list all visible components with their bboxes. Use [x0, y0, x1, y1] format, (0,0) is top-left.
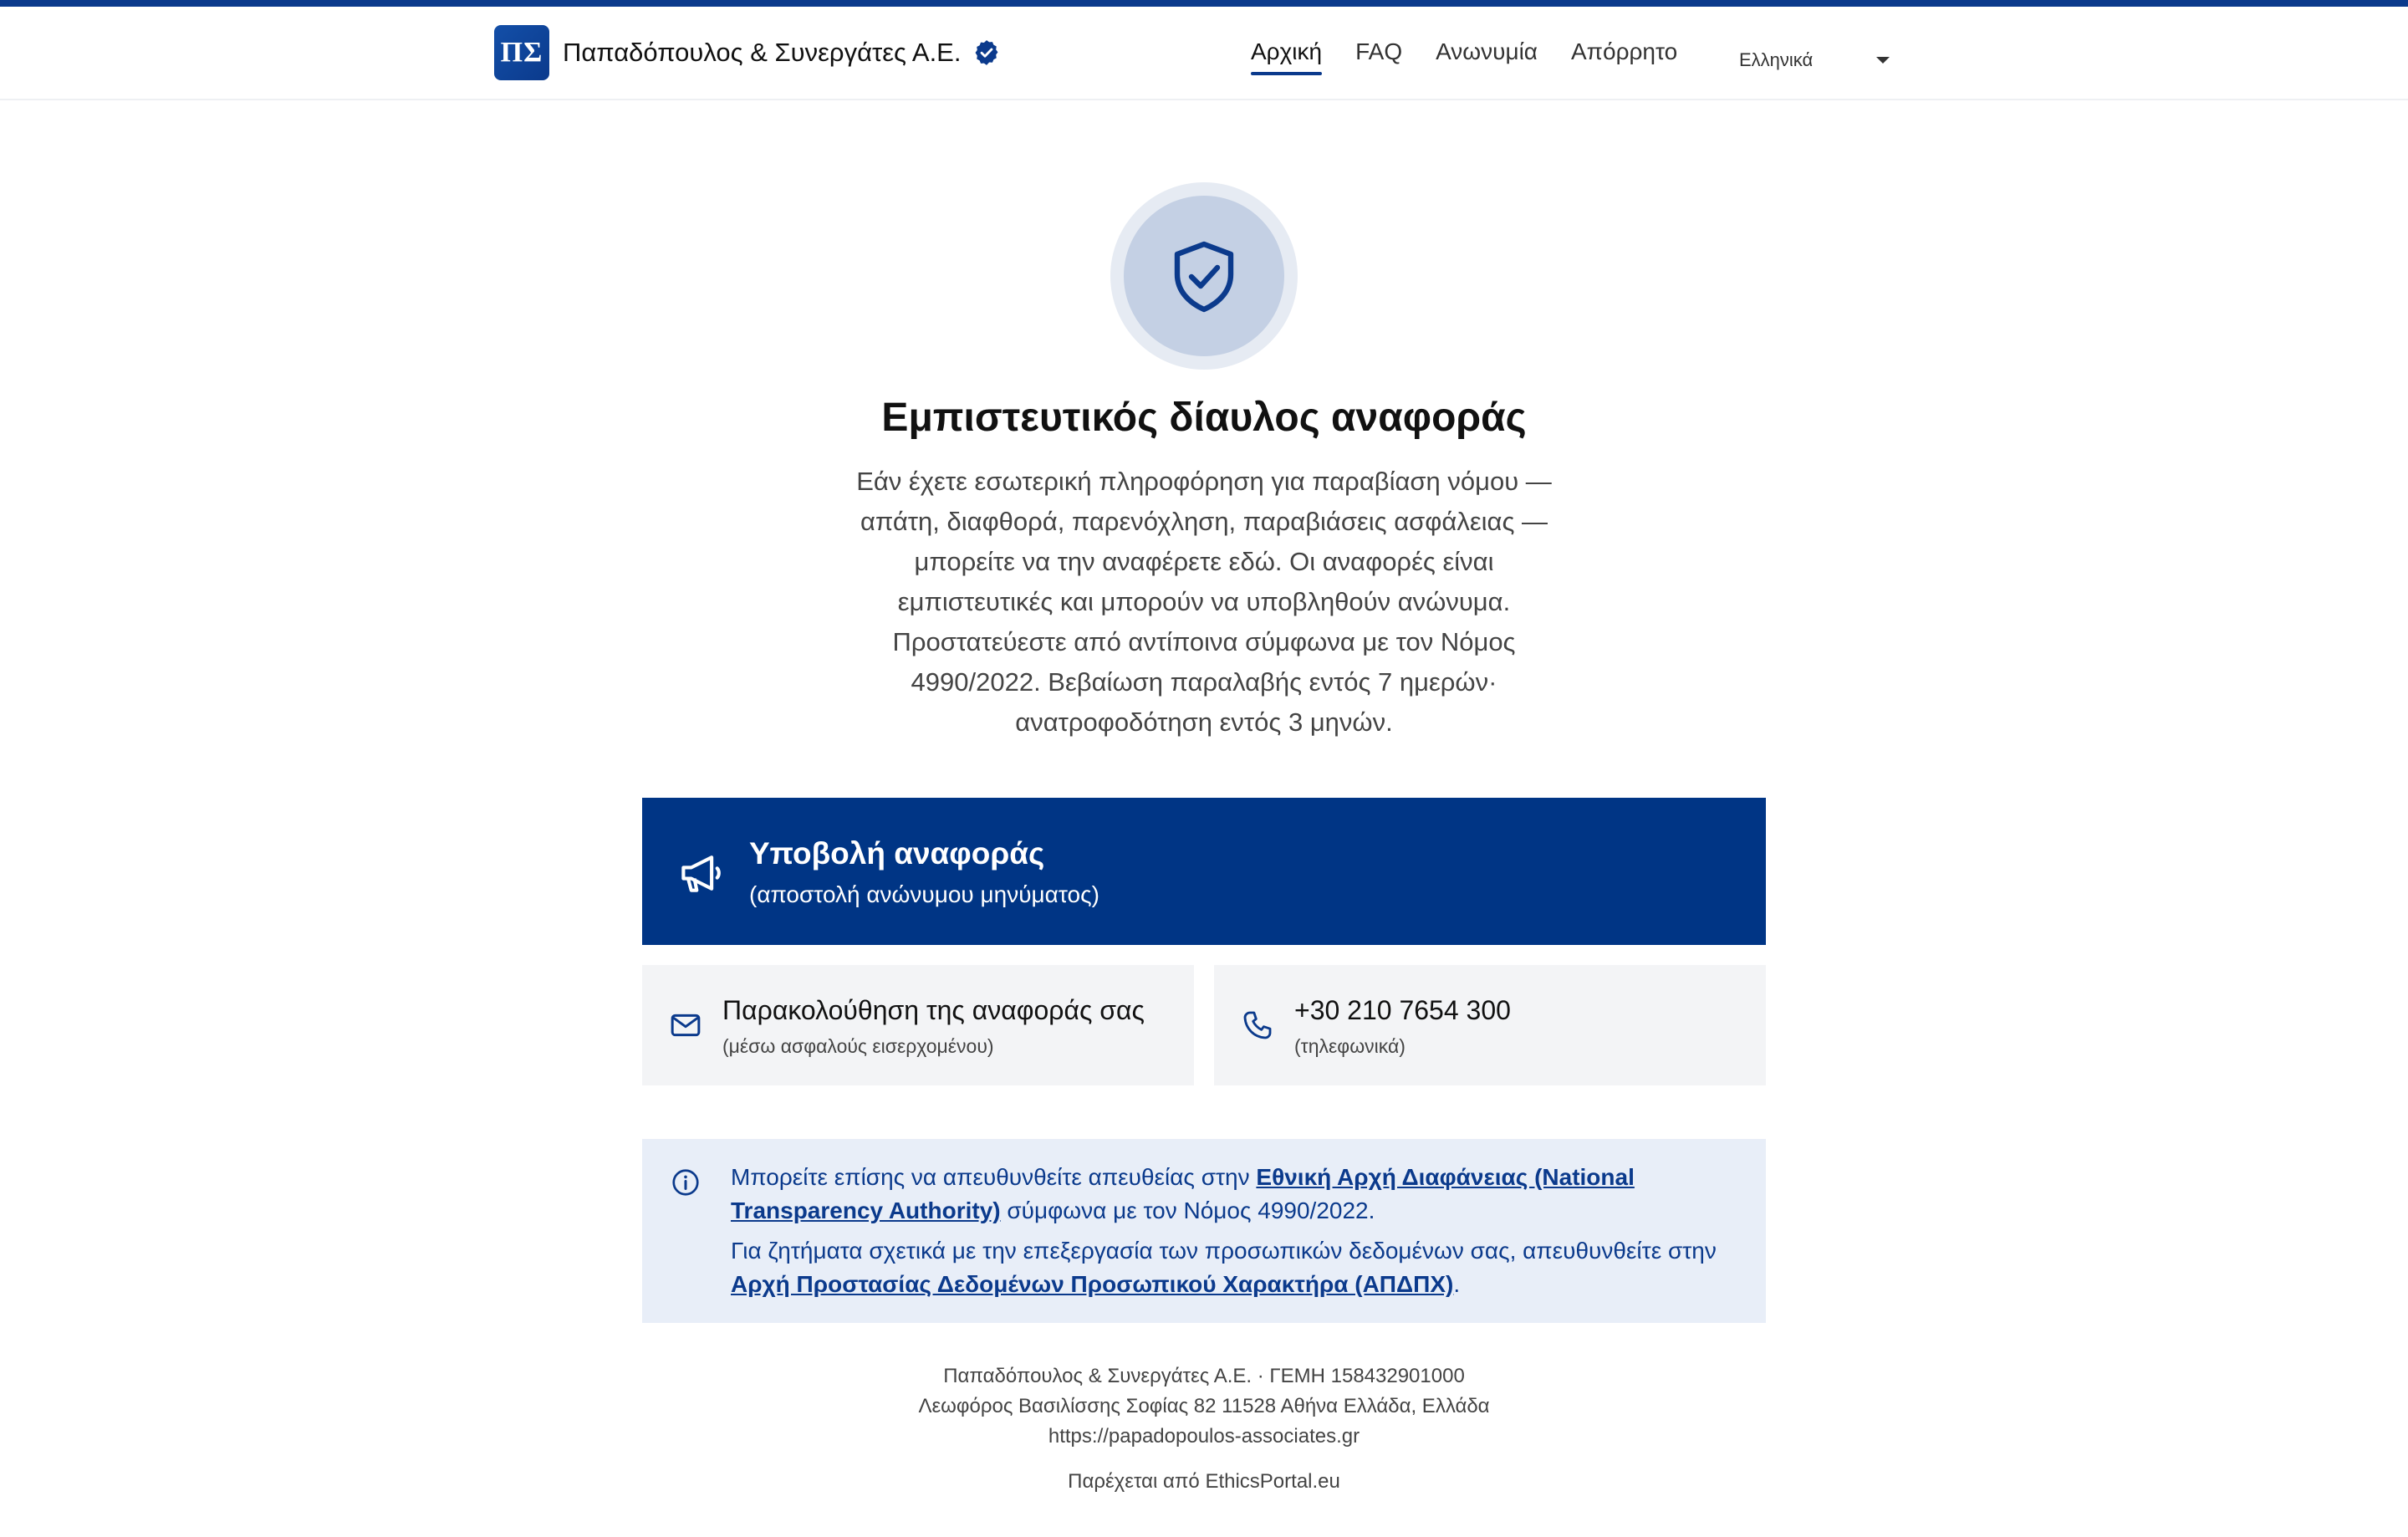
- intro-line: απάτη, διαφθορά, παρενόχληση, παραβιάσεις ασφάλειας —: [860, 507, 1548, 536]
- hero-shield-inner: [1124, 196, 1284, 356]
- submit-report-button[interactable]: [642, 798, 1766, 945]
- info-body: [731, 1161, 1742, 1301]
- intro-text: [828, 462, 1580, 743]
- main-nav: [1251, 38, 1677, 72]
- info-line: [731, 1268, 1742, 1301]
- company-logo: ΠΣ: [494, 25, 549, 80]
- info-line: [731, 1234, 1742, 1268]
- language-select[interactable]: [1739, 43, 1890, 77]
- phone-report-button[interactable]: [1214, 965, 1766, 1085]
- info-notice: [642, 1139, 1766, 1323]
- phone-icon: [1241, 1008, 1274, 1042]
- nav-privacy[interactable]: Απόρρητο: [1571, 38, 1678, 64]
- language-selected: Ελληνικά: [1739, 49, 1814, 70]
- info-circle-icon: [671, 1167, 701, 1197]
- caret-down-icon: [1876, 57, 1890, 64]
- phone-number: +30 210 7654 300: [1294, 995, 1511, 1025]
- intro-line: Εάν έχετε εσωτερική πληροφόρηση για παραβίαση νόμου —: [856, 467, 1552, 496]
- brand[interactable]: [494, 25, 1001, 80]
- national-transparency-authority-link-cont[interactable]: Transparency Authority): [731, 1197, 1001, 1223]
- intro-line: μπορείτε να την αναφέρετε εδώ. Οι αναφορές είναι: [914, 547, 1494, 576]
- info-text: Μπορείτε επίσης να απευθυνθείτε απευθείας στην: [731, 1164, 1257, 1190]
- info-line: [731, 1161, 1742, 1194]
- nav-anonymity[interactable]: Ανωνυμία: [1436, 38, 1538, 64]
- verified-badge-icon: [972, 38, 1001, 67]
- intro-line: ανατροφοδότηση εντός 3 μηνών.: [1015, 707, 1393, 737]
- site-footer: [702, 1361, 1706, 1497]
- company-name: Παπαδόπουλος & Συνεργάτες Α.Ε.: [563, 38, 962, 67]
- nav-home[interactable]: Αρχική: [1251, 38, 1322, 72]
- submit-report-title: Υποβολή αναφοράς: [749, 836, 1045, 871]
- track-report-title: Παρακολούθηση της αναφοράς σας: [722, 995, 1145, 1025]
- footer-website[interactable]: https://papadopoulos-associates.gr: [1048, 1425, 1360, 1448]
- page-title: Εμπιστευτικός δίαυλος αναφοράς: [881, 396, 1527, 440]
- phone-subtitle: (τηλεφωνικά): [1294, 1035, 1406, 1057]
- info-text: Για ζητήματα σχετικά με την επεξεργασία των προσωπικών δεδομένων σας, απευθυνθείτε στην: [731, 1238, 1717, 1264]
- envelope-icon: [669, 1008, 702, 1042]
- intro-line: Προστατεύεστε από αντίποινα σύμφωνα με τον Νόμος: [892, 627, 1516, 656]
- national-transparency-authority-link[interactable]: Εθνική Αρχή Διαφάνειας (National: [1256, 1164, 1635, 1190]
- info-line: [731, 1194, 1742, 1228]
- info-text: σύμφωνα με τον Νόμος 4990/2022.: [1000, 1197, 1375, 1223]
- track-report-button[interactable]: [642, 965, 1194, 1085]
- submit-report-subtitle: (αποστολή ανώνυμου μηνύματος): [749, 881, 1099, 907]
- megaphone-icon: [676, 848, 726, 898]
- shield-check-icon: [1164, 236, 1244, 316]
- footer-powered-by[interactable]: Παρέχεται από EthicsPortal.eu: [1068, 1470, 1340, 1493]
- top-accent-bar: [0, 0, 2408, 7]
- intro-line: εμπιστευτικές και μπορούν να υποβληθούν ανώνυμα.: [897, 587, 1511, 616]
- intro-line: 4990/2022. Βεβαίωση παραλαβής εντός 7 ημερών·: [911, 667, 1497, 697]
- data-protection-authority-link[interactable]: Αρχή Προστασίας Δεδομένων Προσωπικού Χαρακτήρα (ΑΠΔΠΧ): [731, 1271, 1454, 1297]
- footer-company: Παπαδόπουλος & Συνεργάτες Α.Ε. · ΓΕΜΗ 158432901000: [943, 1365, 1465, 1387]
- hero-shield-badge: [1110, 182, 1298, 370]
- footer-address: Λεωφόρος Βασιλίσσης Σοφίας 82 11528 Αθήνα Ελλάδα, Ελλάδα: [918, 1395, 1490, 1417]
- track-report-subtitle: (μέσω ασφαλούς εισερχομένου): [722, 1035, 994, 1057]
- info-text: .: [1453, 1271, 1461, 1297]
- nav-faq[interactable]: FAQ: [1355, 38, 1403, 64]
- site-header: [0, 7, 2408, 100]
